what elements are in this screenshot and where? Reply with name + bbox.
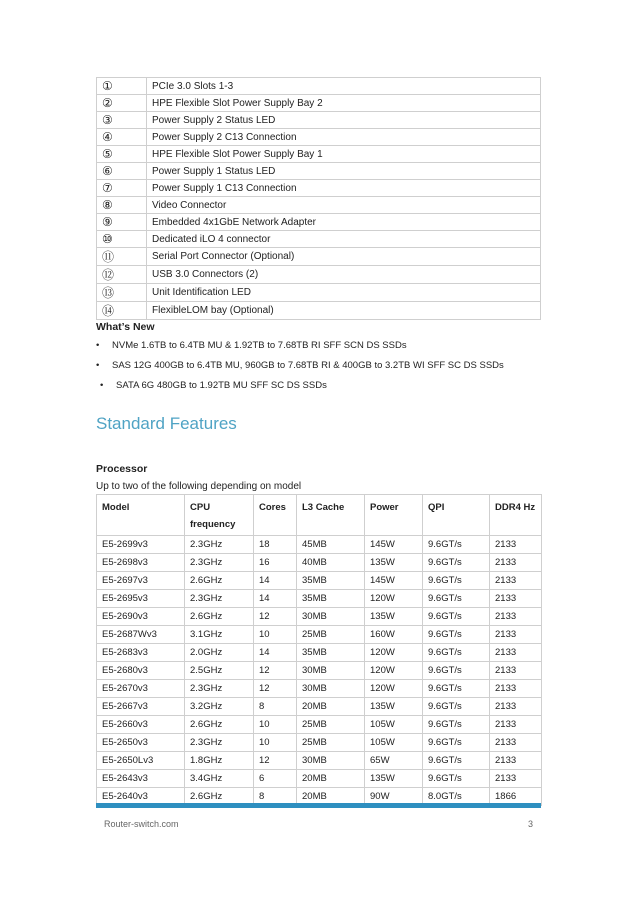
table-cell: 8 [254,698,297,716]
page-number: 3 [528,819,534,829]
table-cell: 2.0GHz [185,644,254,662]
table-cell: 2.3GHz [185,554,254,572]
table-row [97,146,541,163]
table-header-row [97,495,542,536]
table-cell: 30MB [297,608,365,626]
table-cell: 2.6GHz [185,788,254,806]
column-header: L3 Cache [297,495,365,536]
legend-label: FlexibleLOM bay (Optional) [147,302,541,320]
table-cell: 9.6GT/s [423,698,490,716]
column-header: QPI [423,495,490,536]
legend-number: ⑥ [97,163,147,180]
table-cell: 9.6GT/s [423,716,490,734]
table-row [97,163,541,180]
table-cell: 2.6GHz [185,716,254,734]
table-cell: 120W [365,662,423,680]
bullet-icon: • [100,380,104,391]
table-cell: 14 [254,590,297,608]
processor-heading: Processor [96,463,148,475]
table-cell: 20MB [297,788,365,806]
legend-number: ⑬ [97,284,147,302]
table-cell: E5-2683v3 [97,644,185,662]
table-cell: 16 [254,554,297,572]
table-cell: 2133 [490,770,542,788]
column-header: CPU frequency [185,495,254,536]
table-row [97,698,542,716]
table-cell: 120W [365,590,423,608]
table-cell: E5-2670v3 [97,680,185,698]
table-row [97,214,541,231]
table-cell: 12 [254,752,297,770]
table-cell: 35MB [297,572,365,590]
table-cell: 20MB [297,770,365,788]
table-row [97,266,541,284]
table-cell: 30MB [297,680,365,698]
table-cell: 9.6GT/s [423,554,490,572]
table-cell: 18 [254,536,297,554]
table-cell: E5-2660v3 [97,716,185,734]
table-cell: E5-2650v3 [97,734,185,752]
table-row [97,734,542,752]
table-cell: 2133 [490,680,542,698]
table-cell: 2.3GHz [185,680,254,698]
table-cell: 12 [254,680,297,698]
table-cell: 2133 [490,554,542,572]
table-cell: 14 [254,644,297,662]
table-cell: 10 [254,734,297,752]
table-cell: 135W [365,608,423,626]
table-cell: 2133 [490,608,542,626]
table-row [97,95,541,112]
legend-number: ⑨ [97,214,147,231]
legend-label: PCIe 3.0 Slots 1-3 [147,78,541,95]
legend-number: ⑭ [97,302,147,320]
table-row [97,752,542,770]
table-cell: 9.6GT/s [423,536,490,554]
processor-subtitle: Up to two of the following depending on model [96,481,302,492]
list-item: • SATA 6G 480GB to 1.92TB MU SFF SC DS SSDs [96,378,504,398]
table-cell: 160W [365,626,423,644]
table-cell: 25MB [297,626,365,644]
table-cell: 2133 [490,626,542,644]
table-cell: E5-2695v3 [97,590,185,608]
table-cell: 120W [365,680,423,698]
table-cell: 9.6GT/s [423,734,490,752]
table-cell: 2.5GHz [185,662,254,680]
table-cell: 35MB [297,644,365,662]
legend-label: Power Supply 1 Status LED [147,163,541,180]
table-cell: 3.1GHz [185,626,254,644]
table-cell: E5-2698v3 [97,554,185,572]
table-row [97,129,541,146]
table-cell: 25MB [297,716,365,734]
footer-divider [96,803,541,808]
table-cell: 135W [365,698,423,716]
table-cell: 2.3GHz [185,590,254,608]
bullet-icon: • [96,340,100,351]
legend-number: ⑩ [97,231,147,248]
legend-number: ⑦ [97,180,147,197]
table-cell: E5-2643v3 [97,770,185,788]
table-cell: 2.6GHz [185,572,254,590]
component-legend-table [96,77,541,320]
column-header: Power [365,495,423,536]
table-cell: 2133 [490,572,542,590]
legend-label: Embedded 4x1GbE Network Adapter [147,214,541,231]
table-cell: 9.6GT/s [423,752,490,770]
table-row [97,536,542,554]
table-cell: 3.2GHz [185,698,254,716]
table-row [97,78,541,95]
legend-label: HPE Flexible Slot Power Supply Bay 2 [147,95,541,112]
legend-label: Power Supply 1 C13 Connection [147,180,541,197]
legend-label: Video Connector [147,197,541,214]
table-row [97,770,542,788]
table-row [97,662,542,680]
table-cell: 20MB [297,698,365,716]
table-cell: 2.3GHz [185,734,254,752]
table-cell: 14 [254,572,297,590]
legend-number: ② [97,95,147,112]
table-cell: 2133 [490,590,542,608]
legend-label: Serial Port Connector (Optional) [147,248,541,266]
list-item: • SAS 12G 400GB to 6.4TB MU, 960GB to 7.68TB RI & 400GB to 3.2TB WI SFF SC DS SSDs [96,358,504,378]
table-row [97,644,542,662]
whats-new-heading: What’s New [96,321,155,333]
table-cell: 105W [365,716,423,734]
bullet-icon: • [96,360,100,371]
table-cell: 145W [365,536,423,554]
table-cell: E5-2650Lv3 [97,752,185,770]
table-row [97,626,542,644]
table-cell: 2.3GHz [185,536,254,554]
table-cell: 35MB [297,590,365,608]
table-row [97,112,541,129]
processor-table [96,494,542,806]
table-cell: 2133 [490,716,542,734]
legend-label: Power Supply 2 Status LED [147,112,541,129]
legend-label: USB 3.0 Connectors (2) [147,266,541,284]
table-cell: 2133 [490,644,542,662]
legend-number: ③ [97,112,147,129]
table-cell: E5-2697v3 [97,572,185,590]
table-cell: 1.8GHz [185,752,254,770]
legend-number: ⑫ [97,266,147,284]
table-cell: E5-2699v3 [97,536,185,554]
list-item: • NVMe 1.6TB to 6.4TB MU & 1.92TB to 7.68TB RI SFF SCN DS SSDs [96,338,504,358]
table-cell: 12 [254,662,297,680]
column-header: Model [97,495,185,536]
column-header: Cores [254,495,297,536]
table-cell: 9.6GT/s [423,644,490,662]
table-cell: 6 [254,770,297,788]
table-cell: 3.4GHz [185,770,254,788]
table-cell: E5-2680v3 [97,662,185,680]
table-row [97,248,541,266]
table-cell: 9.6GT/s [423,572,490,590]
table-cell: 9.6GT/s [423,680,490,698]
table-cell: 135W [365,770,423,788]
table-cell: 120W [365,644,423,662]
table-row [97,680,542,698]
legend-number: ⑧ [97,197,147,214]
table-row [97,180,541,197]
table-row [97,231,541,248]
table-row [97,716,542,734]
table-cell: 30MB [297,662,365,680]
legend-label: Unit Identification LED [147,284,541,302]
table-cell: 8 [254,788,297,806]
table-cell: 8.0GT/s [423,788,490,806]
section-title: Standard Features [96,414,237,433]
table-row [97,302,541,320]
column-header: DDR4 Hz [490,495,542,536]
table-cell: 1866 [490,788,542,806]
table-cell: 10 [254,626,297,644]
table-row [97,554,542,572]
table-cell: E5-2690v3 [97,608,185,626]
legend-number: ⑪ [97,248,147,266]
table-cell: 2133 [490,734,542,752]
table-cell: E5-2667v3 [97,698,185,716]
table-row [97,608,542,626]
table-cell: 9.6GT/s [423,662,490,680]
table-cell: 9.6GT/s [423,626,490,644]
legend-label: HPE Flexible Slot Power Supply Bay 1 [147,146,541,163]
table-cell: 105W [365,734,423,752]
table-cell: 2133 [490,536,542,554]
table-cell: 2.6GHz [185,608,254,626]
table-cell: 65W [365,752,423,770]
table-cell: 45MB [297,536,365,554]
table-cell: 2133 [490,698,542,716]
table-cell: 145W [365,572,423,590]
legend-number: ① [97,78,147,95]
table-cell: 9.6GT/s [423,608,490,626]
legend-label: Power Supply 2 C13 Connection [147,129,541,146]
table-cell: 12 [254,608,297,626]
whats-new-list [96,338,504,398]
footer-site: Router-switch.com [104,819,179,829]
legend-label: Dedicated iLO 4 connector [147,231,541,248]
table-cell: 9.6GT/s [423,770,490,788]
table-cell: 30MB [297,752,365,770]
table-row [97,590,542,608]
legend-number: ④ [97,129,147,146]
table-cell: 10 [254,716,297,734]
legend-number: ⑤ [97,146,147,163]
table-cell: 2133 [490,662,542,680]
table-cell: E5-2687Wv3 [97,626,185,644]
table-cell: 135W [365,554,423,572]
table-cell: 9.6GT/s [423,590,490,608]
table-row [97,197,541,214]
table-row [97,284,541,302]
table-cell: 40MB [297,554,365,572]
table-row [97,572,542,590]
table-cell: 25MB [297,734,365,752]
table-cell: E5-2640v3 [97,788,185,806]
table-cell: 2133 [490,752,542,770]
table-cell: 90W [365,788,423,806]
